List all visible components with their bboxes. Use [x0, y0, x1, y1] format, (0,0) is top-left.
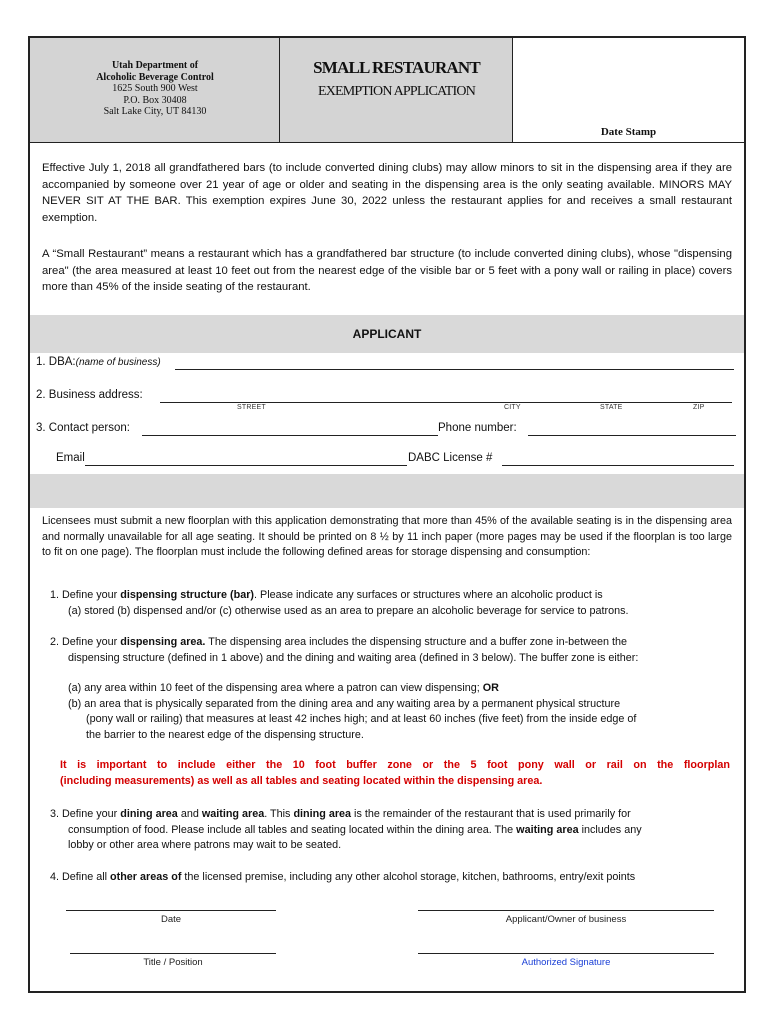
authorized-signature-caption: Authorized Signature	[521, 957, 611, 968]
title-position-caption: Title / Position	[143, 957, 203, 968]
date-signature-line[interactable]	[66, 910, 276, 911]
agency-city: Salt Lake City, UT 84130	[103, 106, 207, 117]
authorized-signature-line[interactable]	[418, 953, 714, 954]
intro-paragraph-2: A “Small Restaurant” means a restaurant which has a grandfathered bar structure (to include converted dining clubs), whose "dispensing area" (the area measured at least 10 feet out from the nearest edge of the visible bar or 5 feet with a pony wall or railing in place) covers more than 45% of the inside seating of the restaurant.	[42, 248, 732, 293]
buffer-zone-options: (a) any area within 10 feet of the dispensing area where a patron can view dispensing; OR (b) an area that is physically separated from the dining area and any waiting area by a permanent physical structure (pony wall or railing) that measures at least 42 inches high; and at least 60 inches (five feet) from the inside edge of the barrier to the nearest edge of the dispensing structure.	[68, 682, 637, 741]
form-subtitle: EXEMPTION APPLICATION	[317, 84, 476, 99]
form-title: SMALL RESTAURANT	[313, 58, 480, 77]
instruction-4: 4. Define all other areas of the licensed premise, including any other alcohol storage, kitchen, bathrooms, entry/exit points	[50, 871, 636, 883]
dabc-license-input-line[interactable]	[502, 465, 734, 466]
floorplan-instructions: Licensees must submit a new floorplan with this application demonstrating that more than 45% of the available seating is in the dispensing area and normally unavailable for all age seating. It should be printed on 8 ½ by 11 inch paper (more pages may be used if the floorplan is too large to fit on one page). The floorplan must include the following defined areas for storage dispensing and consumption:	[42, 515, 732, 558]
form-frame	[28, 36, 746, 993]
title-position-line[interactable]	[70, 953, 276, 954]
applicant-signature-line[interactable]	[418, 910, 714, 911]
dba-label: 1. DBA:(name of business)	[36, 356, 161, 368]
date-stamp-label: Date Stamp	[600, 126, 657, 138]
email-input-line[interactable]	[85, 465, 407, 466]
city-caption: CITY	[504, 404, 521, 411]
title-block	[280, 38, 513, 142]
applicant-section-title: APPLICANT	[352, 327, 422, 341]
intro-paragraph-1: Effective July 1, 2018 all grandfathered bars (to include converted dining clubs) may allow minors to sit in the dispensing area if they are accompanied by someone over 21 year of age or older and seating in the dispensing area is the only seating available. MINORS MAY NEVER SIT AT THE BAR. This exemption expires June 30, 2022 unless the restaurant applies for and receives a small restaurant exemption.	[42, 162, 732, 224]
phone-number-input-line[interactable]	[528, 435, 736, 436]
instruction-2: 2. Define your dispensing area. The dispensing area includes the dispensing structure and a buffer zone in-between the dispensing structure (defined in 1 above) and the dining and waiting area (defined in 3 below). The buffer zone is either:	[50, 636, 639, 664]
applicant-section-band	[30, 315, 744, 353]
agency-block	[30, 38, 280, 142]
floorplan-warning: It is important to include either the 10 foot buffer zone or the 5 foot pony wall or rail on the floorplan (including measurements) as well as all tables and seating located within the dispensing area.	[60, 759, 730, 787]
instructions-band	[30, 474, 744, 508]
date-stamp-box	[513, 38, 744, 142]
email-label: Email	[56, 452, 85, 464]
applicant-caption: Applicant/Owner of business	[505, 914, 627, 925]
phone-number-label: Phone number:	[438, 422, 517, 434]
date-caption: Date	[160, 914, 182, 925]
business-address-input-line[interactable]	[160, 402, 732, 403]
street-caption: STREET	[237, 404, 266, 411]
contact-person-label: 3. Contact person:	[36, 422, 130, 434]
business-address-label: 2. Business address:	[36, 389, 143, 401]
contact-person-input-line[interactable]	[142, 435, 438, 436]
form-header	[30, 38, 744, 143]
instruction-3: 3. Define your dining area and waiting area. This dining area is the remainder of the restaurant that is used primarily for consumption of food. Please include all tables and seating located within the dining area. The waiting area includes any lobby or other area where patrons may wait to be seated.	[50, 808, 642, 851]
agency-name-line2: Alcoholic Beverage Control	[96, 71, 214, 83]
state-caption: STATE	[600, 404, 623, 411]
agency-street: 1625 South 900 West	[112, 83, 198, 94]
instruction-1: 1. Define your dispensing structure (bar). Please indicate any surfaces or structures where an alcoholic product is (a) stored (b) dispensed and/or (c) otherwise used as an area to prepare an alcoholic beverage for service to patrons.	[50, 589, 629, 617]
dba-input-line[interactable]	[175, 369, 734, 370]
agency-pobox: P.O. Box 30408	[123, 94, 187, 106]
dba-hint: (name of business)	[75, 357, 161, 368]
dabc-license-label: DABC License #	[408, 452, 493, 464]
agency-name-line1: Utah Department of	[111, 60, 199, 71]
zip-caption: ZIP	[693, 404, 705, 411]
